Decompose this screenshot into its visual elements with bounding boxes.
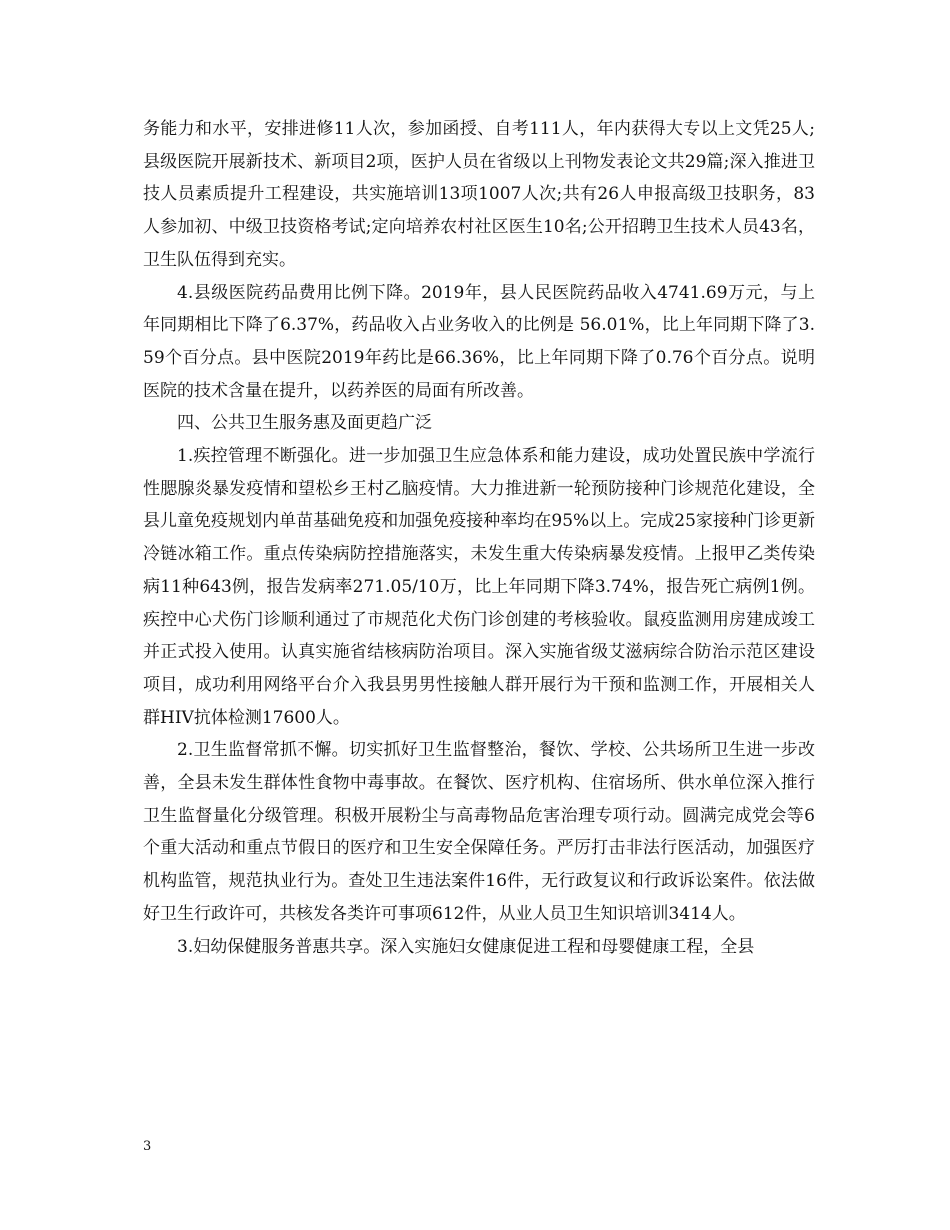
paragraph-maternal-child: 3.妇幼保健服务普惠共享。深入实施妇女健康促进工程和母婴健康工程，全县 [177,936,755,957]
paragraph-disease-control: 1.疾控管理不断强化。进一步加强卫生应急体系和能力建设，成功处置民族中学流行性腮腺炎暴发疫情和望松乡王村乙脑疫情。大力推进新一轮预防接种门诊规范化建设，全县儿童免疫规划内单苗基础免疫和加强免疫接种率均在95%以上。完成25家接种门诊更新冷链冰箱工作。重点传染病防控措施落实，未发生重大传染病暴发疫情。上报甲乙类传染病11种643例，报告发病率271.05/10万，比上年同期下降3.74%，报告死亡病例1例。疾控中心犬伤门诊顺利通过了市规范化犬伤门诊创建的考核验收。鼠疫监测用房建成竣工并正式投入使用。认真实施省结核病防治项目。深入实施省级艾滋病综合防治示范区建设项目，成功利用网络平台介入我县男男性接触人群开展行为干预和监测工作，开展相关人群HIV抗体检测17600人。 [143,446,815,728]
document-body [143,113,815,963]
paragraph-continuation: 务能力和水平，安排进修11人次，参加函授、自考111人，年内获得大专以上文凭25人;县级医院开展新技术、新项目2项，医护人员在省级以上刊物发表论文共29篇;深入推进卫技人员素质提升工程建设，共实施培训13项1007人次;共有26人申报高级卫技职务，83人参加初、中级卫技资格考试;定向培养农村社区医生10名;公开招聘卫生技术人员43名，卫生队伍得到充实。 [143,119,815,270]
page-number: 3 [143,1139,152,1154]
paragraph-health-supervision: 2.卫生监督常抓不懈。切实抓好卫生监督整治，餐饮、学校、公共场所卫生进一步改善，全县未发生群体性食物中毒事故。在餐饮、医疗机构、住宿场所、供水单位深入推行卫生监督量化分级管理。积极开展粉尘与高毒物品危害治理专项行动。圆满完成党会等6个重大活动和重点节假日的医疗和卫生安全保障任务。严厉打击非法行医活动，加强医疗机构监管，规范执业行为。查处卫生违法案件16件，无行政复议和行政诉讼案件。依法做好卫生行政许可，共核发各类许可事项612件，从业人员卫生知识培训3414人。 [143,740,815,924]
section-heading: 四、公共卫生服务惠及面更趋广泛 [177,413,432,434]
paragraph-drug-cost: 4.县级医院药品费用比例下降。2019年，县人民医院药品收入4741.69万元，与上年同期相比下降了6.37%，药品收入占业务收入的比例是 56.01%，比上年同期下降了3.59个百分点。县中医院2019年药比是66.36%，比上年同期下降了0.76个百分点。说明医院的技术含量在提升，以药养医的局面有所改善。 [143,282,815,401]
